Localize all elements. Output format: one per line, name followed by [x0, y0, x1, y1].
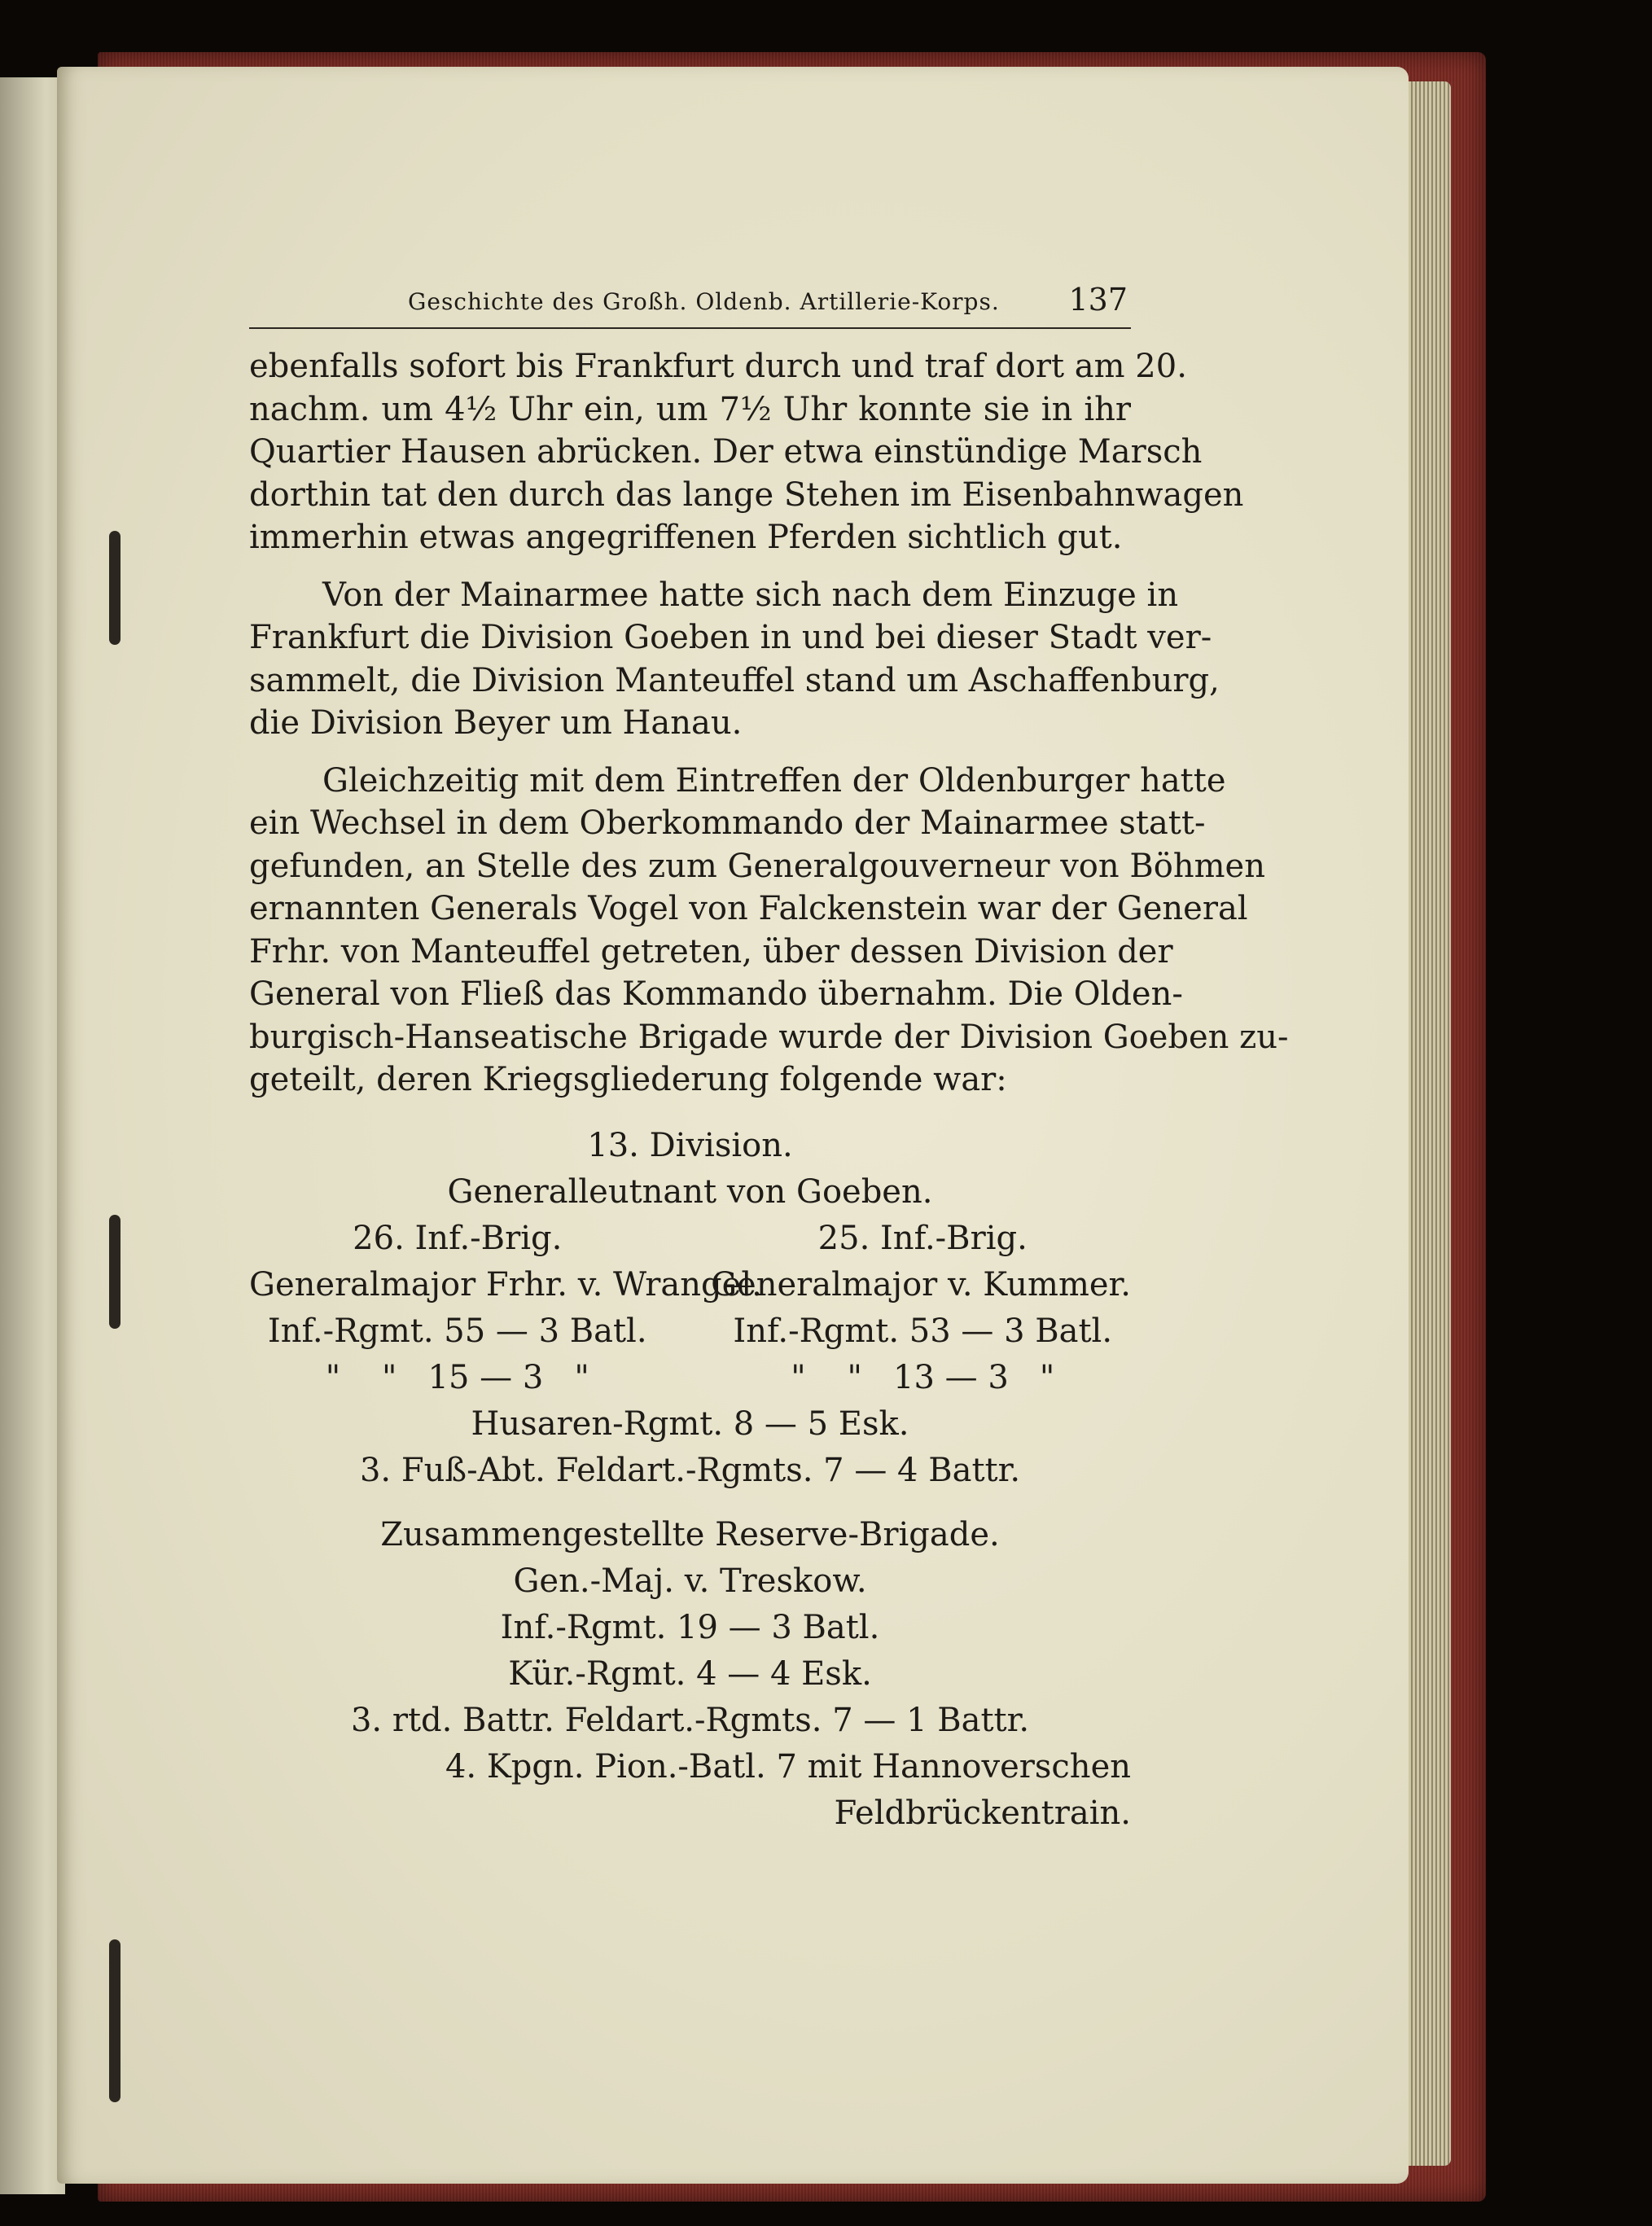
text-line: Von der Mainarmee hatte sich nach dem Einzuge in — [322, 576, 1179, 614]
page-content — [249, 277, 1289, 1837]
text-line: die Division Beyer um Hanau. — [249, 704, 743, 742]
running-header — [249, 277, 1131, 329]
binding-stitch — [109, 531, 121, 645]
right-brigade-name: 25. Inf.-Brig. — [817, 1219, 1028, 1257]
right-brigade-unit: " " 13 — 3 " — [791, 1358, 1055, 1396]
left-brigade-unit: Inf.-Rgmt. 55 — 3 Batl. — [267, 1312, 647, 1350]
left-page-edge — [0, 77, 65, 2194]
brigade-names — [249, 1216, 1131, 1262]
paragraph — [249, 574, 1220, 745]
reserve-brigade-title: Zusammengestellte Reserve-Brigade. — [380, 1515, 1000, 1553]
left-brigade-commander: Generalmajor Frhr. v. Wrangel. — [249, 1265, 762, 1304]
page-number: 137 — [1068, 282, 1128, 318]
text-line: ebenfalls sofort bis Frankfurt durch und traf dort am 20. — [249, 348, 1187, 385]
artillery-unit: 3. Fuß-Abt. Feldart.-Rgmts. 7 — 4 Battr. — [359, 1451, 1021, 1489]
binding-stitch — [109, 1215, 121, 1329]
text-line: gefunden, an Stelle des zum Generalgouverneur von Böhmen — [249, 847, 1265, 885]
text-line: Quartier Hausen abrücken. Der etwa einstündige Marsch — [249, 433, 1203, 471]
right-brigade-commander: Generalmajor v. Kummer. — [711, 1265, 1131, 1304]
text-line: nachm. um 4½ Uhr ein, um 7½ Uhr konnte sie in ihr — [249, 390, 1131, 428]
text-line: dorthin tat den durch das lange Stehen im Eisenbahnwagen — [249, 475, 1244, 514]
division-title: 13. Division. — [587, 1126, 793, 1164]
right-brigade-unit: Inf.-Rgmt. 53 — 3 Batl. — [733, 1312, 1113, 1350]
text-line: ein Wechsel in dem Oberkommando der Mainarmee statt- — [249, 804, 1206, 842]
text-line: General von Fließ das Kommando übernahm. Die Olden- — [249, 975, 1183, 1013]
cavalry-unit: Husaren-Rgmt. 8 — 5 Esk. — [471, 1404, 909, 1443]
text-line: Gleichzeitig mit dem Eintreffen der Oldenburger hatte — [322, 761, 1226, 800]
running-title: Geschichte des Großh. Oldenb. Artillerie-Korps. — [408, 288, 1000, 315]
brigade-units-2 — [249, 1355, 1131, 1401]
left-brigade-unit: " " 15 — 3 " — [325, 1358, 589, 1396]
text-line: ernannten Generals Vogel von Falckenstein war der General — [249, 890, 1248, 927]
reserve-unit: 3. rtd. Battr. Feldart.-Rgmts. 7 — 1 Battr. — [350, 1701, 1030, 1739]
text-line: geteilt, deren Kriegsgliederung folgende war: — [249, 1061, 1007, 1098]
binding-stitch — [109, 1939, 121, 2102]
reserve-brigade-commander: Gen.-Maj. v. Treskow. — [513, 1562, 867, 1600]
brigade-units-1 — [249, 1308, 1131, 1355]
text-line: burgisch-Hanseatische Brigade wurde der Division Goeben zu- — [249, 1018, 1289, 1056]
division-commander: Generalleutnant von Goeben. — [447, 1172, 933, 1211]
paragraph — [249, 760, 1289, 1102]
text-line: immerhin etwas angegriffenen Pferden sichtlich gut. — [249, 519, 1123, 556]
paragraph — [249, 345, 1244, 559]
reserve-unit: Kür.-Rgmt. 4 — 4 Esk. — [508, 1654, 872, 1693]
left-brigade-name: 26. Inf.-Brig. — [353, 1219, 563, 1257]
reserve-unit: Inf.-Rgmt. 19 — 3 Batl. — [500, 1608, 880, 1646]
text-line: sammelt, die Division Manteuffel stand um Aschaffenburg, — [249, 661, 1220, 699]
brigade-commanders — [249, 1262, 1131, 1308]
text-line: Frankfurt die Division Goeben in und bei dieser Stadt ver- — [249, 619, 1212, 656]
reserve-unit: 4. Kpgn. Pion.-Batl. 7 mit Hannoverschen Feldbrückentrain. — [445, 1747, 1131, 1832]
text-line: Frhr. von Manteuffel getreten, über dessen Division der — [249, 932, 1173, 971]
